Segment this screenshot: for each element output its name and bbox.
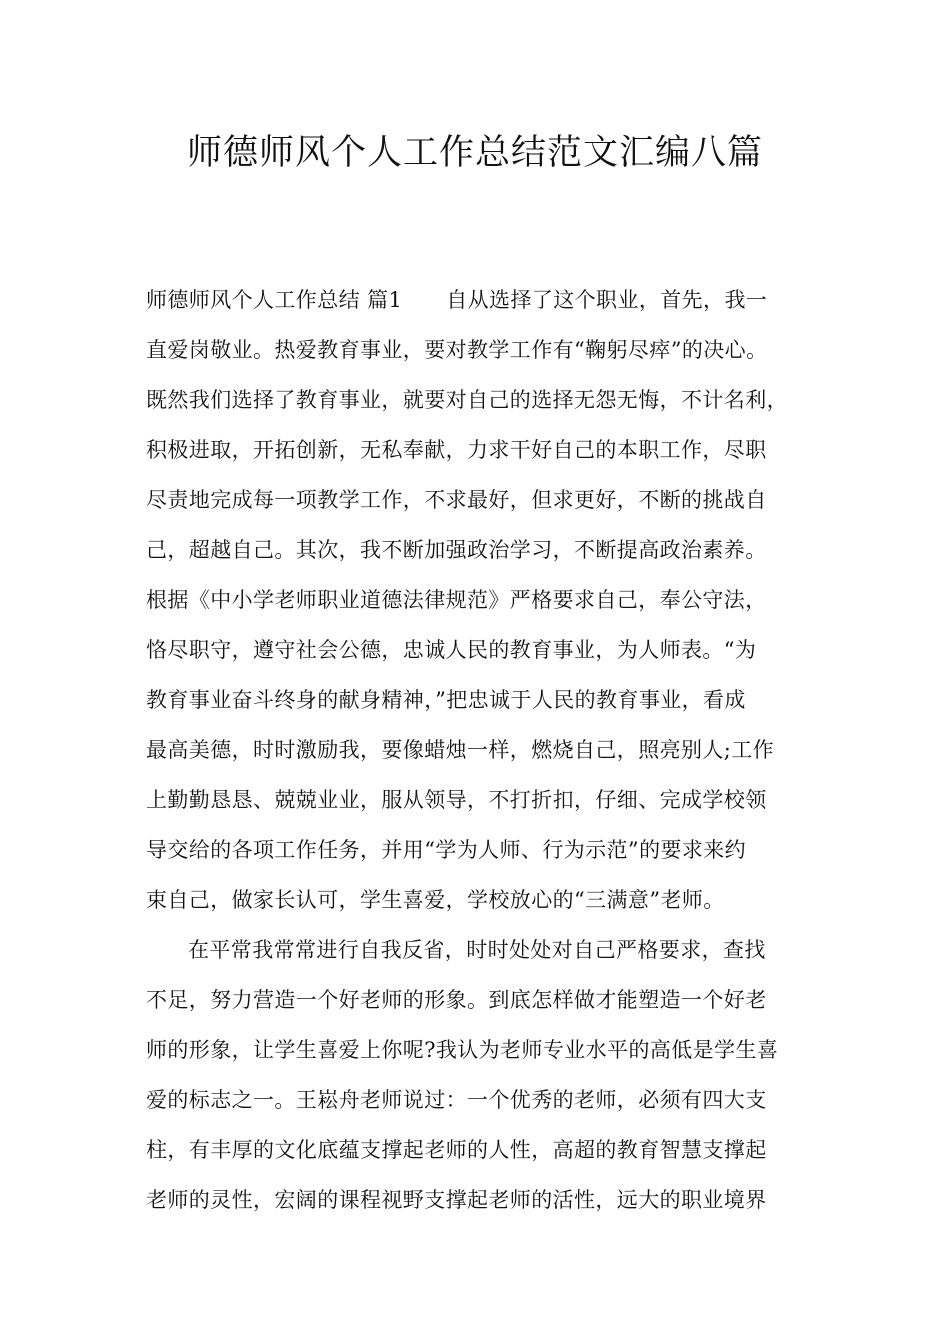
text-line-content: 自从选择了这个职业，首先，我一 xyxy=(446,288,768,312)
text-line: 己，超越自己。其次，我不断加强政治学习，不断提高政治素养。 xyxy=(146,538,767,562)
text-line: 最高美德，时时激励我，要像蜡烛一样，燃烧自己，照亮别人;工作 xyxy=(146,738,775,762)
text-line: 既然我们选择了教育事业，就要对自己的选择无怨无悔，不计名利， xyxy=(146,388,788,412)
text-line: 导交给的各项工作任务，并用“学为人师、行为示范”的要求来约 xyxy=(146,838,747,862)
document-title: 师德师风个人工作总结范文汇编八篇 xyxy=(186,133,763,173)
text-line: 上勤勤恳恳、兢兢业业，服从领导，不打折扣，仔细、完成学校领 xyxy=(146,788,767,812)
text-line: 恪尽职守，遵守社会公德，忠诚人民的教育事业，为人师表。“为 xyxy=(146,638,757,662)
text-line: 根据《中小学老师职业道德法律规范》严格要求自己，奉公守法， xyxy=(146,588,767,612)
section-heading: 师德师风个人工作总结 篇1 xyxy=(146,288,403,312)
paragraph-first-line: 在平常我常常进行自我反省，时时处处对自己严格要求，查找 xyxy=(188,938,766,962)
text-line: 积极进取，开拓创新，无私奉献，力求干好自己的本职工作，尽职 xyxy=(146,438,767,462)
text-line: 直爱岗敬业。热爱教育事业，要对教学工作有“鞠躬尽瘁”的决心。 xyxy=(146,338,768,362)
text-line: 不足，努力营造一个好老师的形象。到底怎样做才能塑造一个好老 xyxy=(146,988,767,1012)
text-line: 爱的标志之一。王崧舟老师说过：一个优秀的老师，必须有四大支 xyxy=(146,1088,767,1112)
text-line: 师的形象，让学生喜爱上你呢?我认为老师专业水平的高低是学生喜 xyxy=(146,1038,779,1062)
text-line: 教育事业奋斗终身的献身精神，”把忠诚于人民的教育事业，看成 xyxy=(146,688,746,712)
text-line: 老师的灵性，宏阔的课程视野支撑起老师的活性，远大的职业境界 xyxy=(146,1188,767,1212)
text-line: 束自己，做家长认可，学生喜爱，学校放心的“三满意”老师。 xyxy=(146,888,725,912)
text-line xyxy=(146,276,826,324)
text-line: 柱，有丰厚的文化底蕴支撑起老师的人性，高超的教育智慧支撑起 xyxy=(146,1138,767,1162)
text-line: 尽责地完成每一项教学工作，不求最好，但求更好，不断的挑战自 xyxy=(146,488,767,512)
